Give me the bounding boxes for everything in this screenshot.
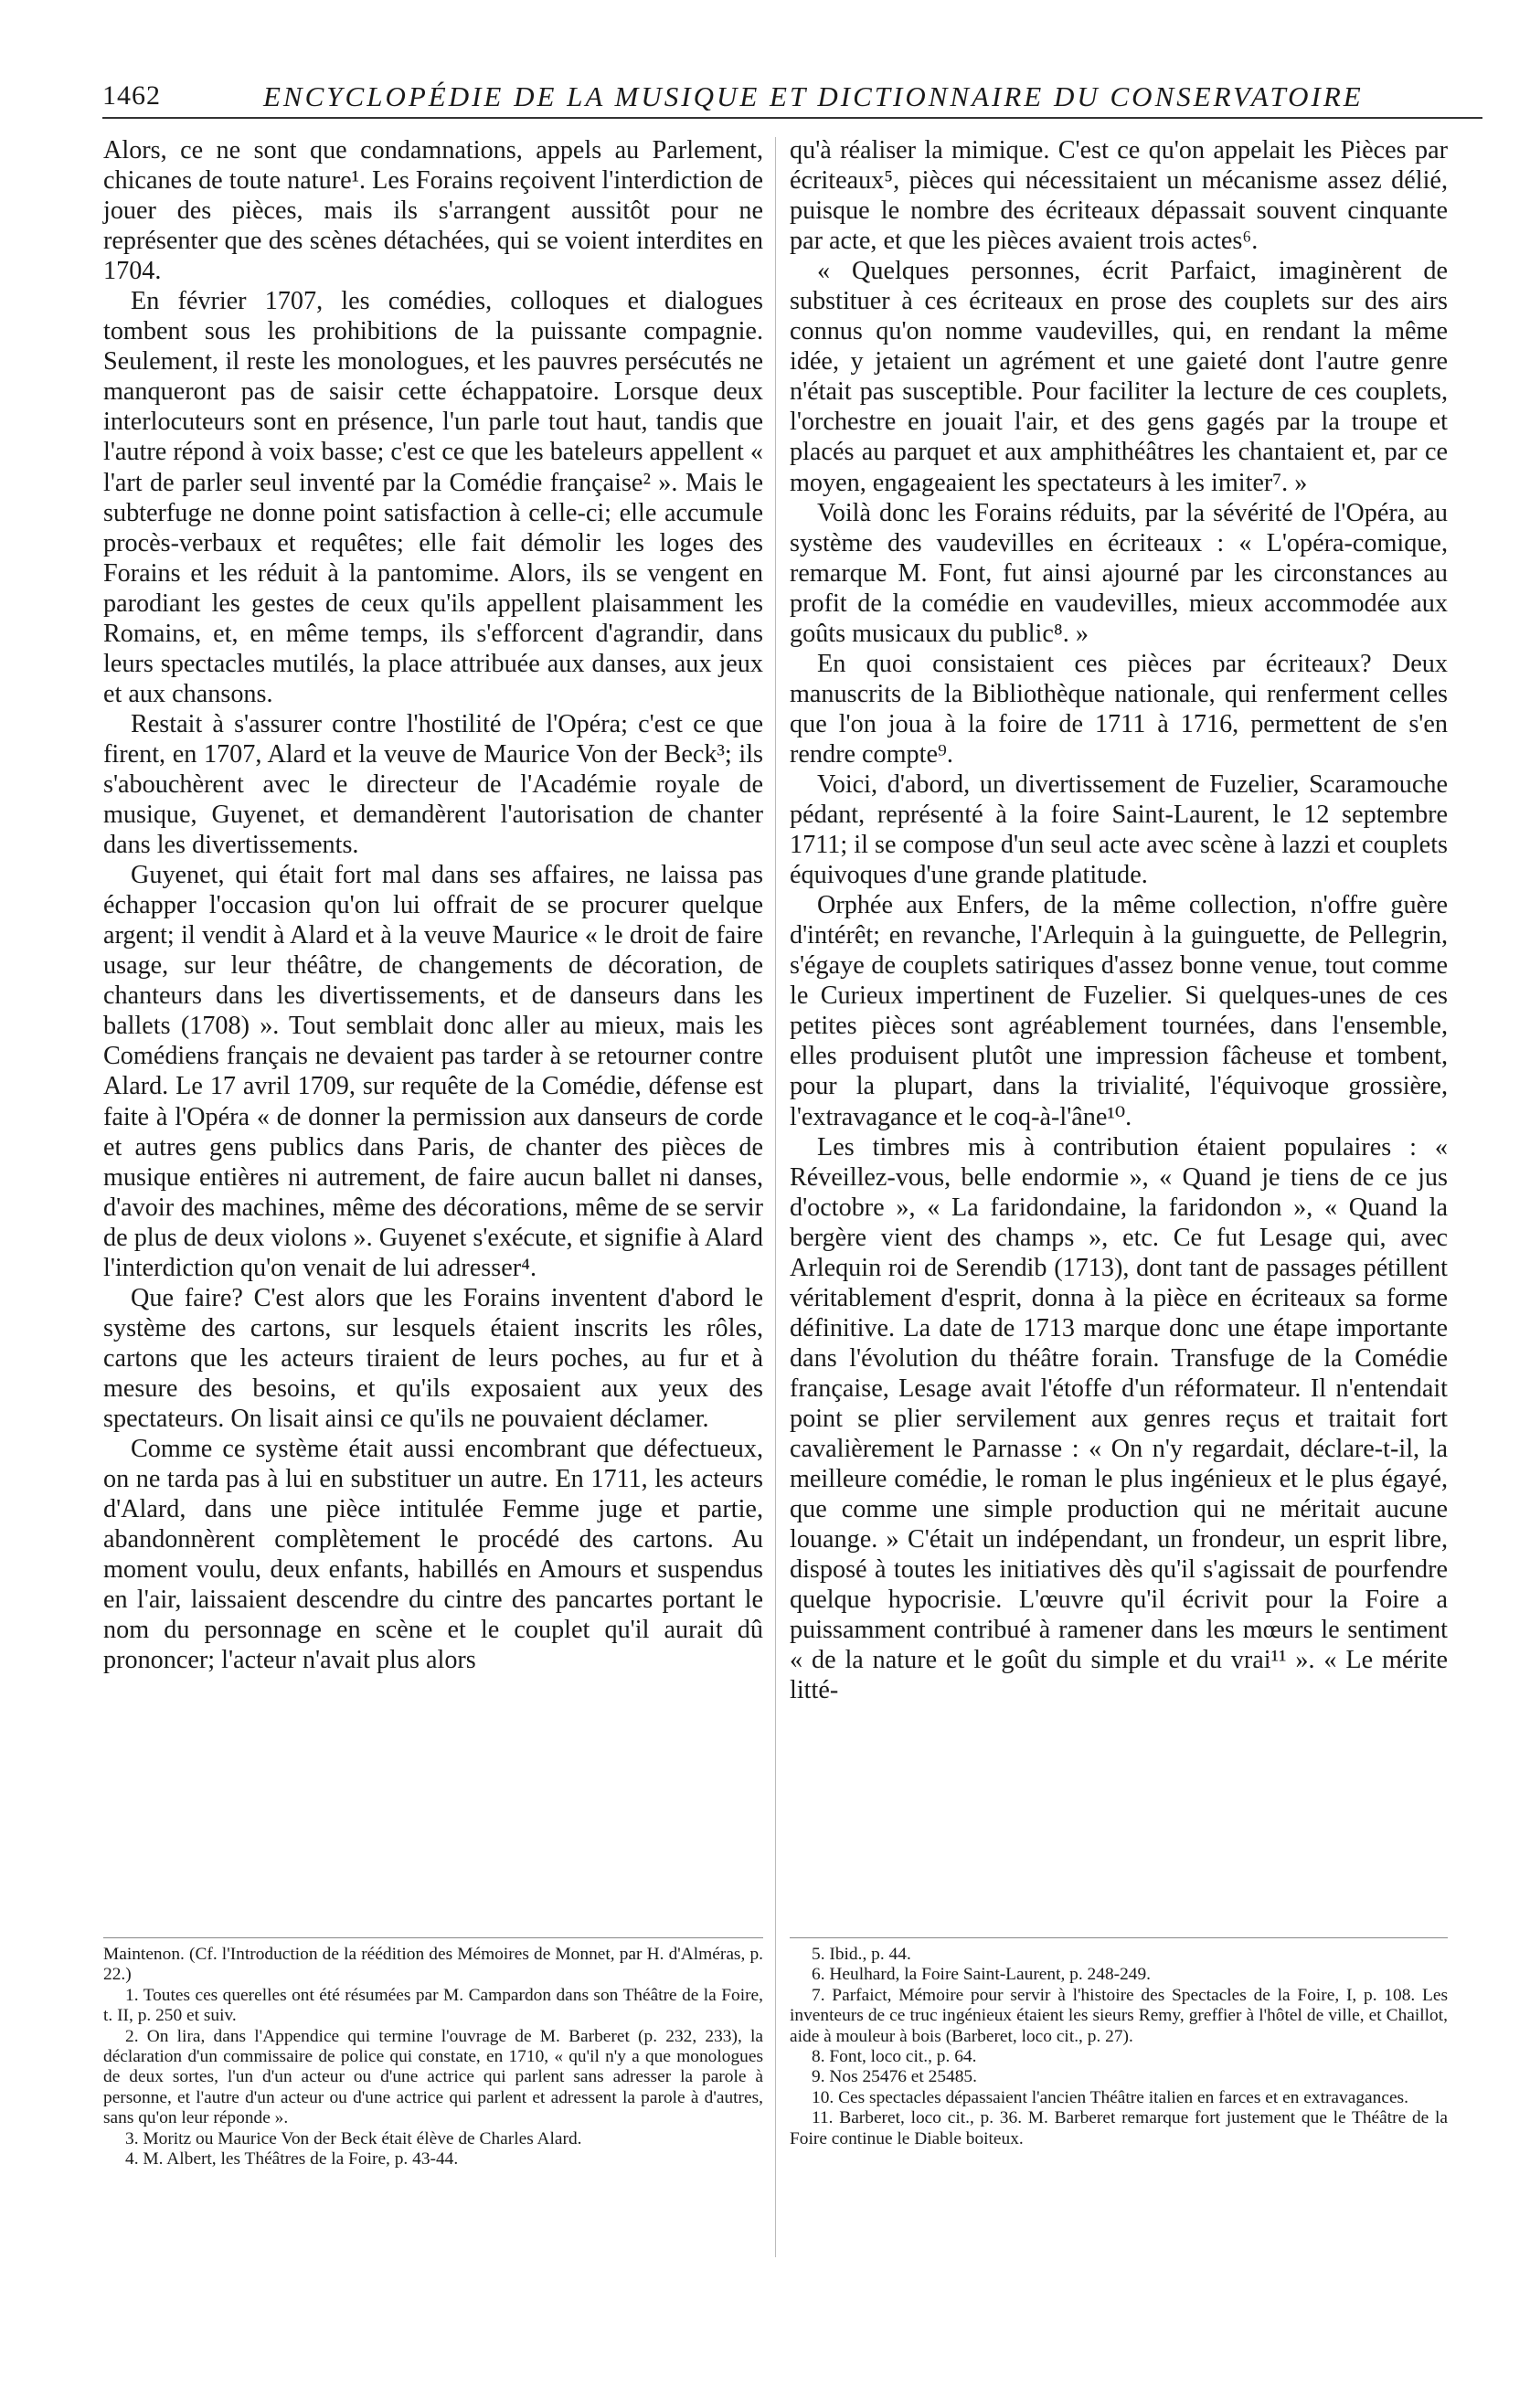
paragraph: Que faire? C'est alors que les Forains inventent d'abord le système des cartons, sur lesquels étaient inscrits les rôles, cartons que les acteurs tiraient de leurs poches, au fur et à mesure des besoins, et qu'ils exposaient aux yeux des spectateurs. On lisait ainsi ce qu'ils ne pouvaient déclamer. — [103, 1283, 763, 1433]
footnotes-left — [103, 1945, 763, 2169]
footnote: 6. Heulhard, la Foire Saint-Laurent, p. 248-249. — [812, 1965, 1152, 1985]
paragraph: Restait à s'assurer contre l'hostilité de l'Opéra; c'est ce que firent, en 1707, Alard et la veuve de Maurice Von der Beck³; ils s'abouchèrent avec le directeur de l'Académie royale de musique, Guyenet, et demandèrent l'autorisation de chanter dans les divertissements. — [103, 709, 763, 860]
footnote: Maintenon. (Cf. l'Introduction de la réédition des Mémoires de Monnet, par H. d'Alméras, p. 22.) — [103, 1945, 763, 1985]
footnote: 10. Ces spectacles dépassaient l'ancien Théâtre italien en farces et en extravagances. — [812, 2087, 1408, 2107]
footnote: 8. Font, loco cit., p. 64. — [812, 2047, 977, 2067]
paragraph: Orphée aux Enfers, de la même collection, n'offre guère d'intérêt; en revanche, l'Arlequin à la guinguette, de Pellegrin, s'égaye de couplets satiriques d'assez bonne venue, tout comme le Curieux impertinent de Fuzelier. Si quelques-unes de ces petites pièces sont agréablement tournées, dans l'ensemble, elles produisent plutôt une impression fâcheuse et tombent, pour la plupart, dans la trivialité, l'équivoque grossière, l'extravagance et le coq-à-l'âne¹⁰. — [790, 891, 1448, 1131]
footnote: 3. Moritz ou Maurice Von der Beck était élève de Charles Alard. — [125, 2128, 582, 2148]
paragraph: Les timbres mis à contribution étaient populaires : « Réveillez-vous, belle endormie », « Quand je tiens de ce jus d'octobre », « La faridondaine, la faridondon », « Quand la bergère vient des champs », etc. Ce fut Lesage qui, avec Arlequin roi de Serendib (1713), dont tant de passages pétillent véritablement d'esprit, donna à la pièce en écriteaux sa forme définitive. La date de 1713 marque donc une étape importante dans l'évolution du théâtre forain. Transfuge de la Comédie française, Lesage avait l'étoffe d'un réformateur. Il n'entendait point se plier servilement aux genres reçus et traitait fort cavalièrement le Parnasse : « On n'y regardait, déclare-t-il, la meilleure comédie, le roman le plus ingénieux et le plus égayé, que comme une simple production qui ne méritait aucune louange. » C'était un indépendant, un frondeur, un esprit libre, disposé à toutes les initiatives dès qu'il s'agissait de pourfendre quelque hypocrisie. L'œuvre qu'il écrivit pour la Foire a puissamment contribué à ramener dans les mœurs le sentiment « de la nature et le goût du simple et du vrai¹¹ ». « Le mérite litté- — [790, 1132, 1448, 1705]
column-divider — [775, 137, 776, 2257]
footnote: 2. On lira, dans l'Appendice qui termine l'ouvrage de M. Barberet (p. 232, 233), la déclaration d'un commissaire de police qui constate, en 1710, « qu'il n'y a que monologues de deux sortes, l'un d'un acteur ou d'une actrice qui parlent sans adresser la parole à personne, et l'autre d'un acteur ou d'une actrice qui parlent et adressent la parole à d'autres, sans qu'on leur réponde ». — [103, 2026, 763, 2128]
paragraph: « Quelques personnes, écrit Parfaict, imaginèrent de substituer à ces écriteaux en prose des couplets sur des airs connus qu'on nomme vaudevilles, qui, en rendant la même idée, y jetaient un agrément et une gaieté dont l'autre genre n'était pas susceptible. Pour faciliter la lecture de ces couplets, l'orchestre en jouait l'air, et des gens gagés par la troupe et placés au parquet et aux amphithéâtres les chantaient et, par ce moyen, engageaient les spectateurs à les imiter⁷. » — [790, 257, 1448, 497]
footnote: 11. Barberet, loco cit., p. 36. M. Barberet remarque fort justement que le Théâtre de la Foire continue le Diable boiteux. — [790, 2108, 1448, 2148]
footnote: 9. Nos 25476 et 25485. — [812, 2067, 977, 2087]
paragraph: Voici, d'abord, un divertissement de Fuzelier, Scaramouche pédant, représenté à la foire Saint-Laurent, le 12 septembre 1711; il se compose d'un seul acte avec scène à lazzi et couplets équivoques d'une grande platitude. — [790, 769, 1448, 890]
footnotes-right — [790, 1945, 1448, 2149]
footnote: 1. Toutes ces querelles ont été résumées par M. Campardon dans son Théâtre de la Foire, t. II, p. 250 et suiv. — [103, 1985, 763, 2026]
paragraph: En février 1707, les comédies, colloques et dialogues tombent sous les prohibitions de la puissante compagnie. Seulement, il reste les monologues, et les pauvres persécutés ne manqueront pas de saisir cette échappatoire. Lorsque deux interlocuteurs sont en présence, l'un parle tout haut, tandis que l'autre répond à voix basse; c'est ce que les bateleurs appellent « l'art de parler seul inventé par la Comédie française² ». Mais le subterfuge ne donne point satisfaction à celle-ci; elle accumule procès-verbaux et requêtes; elle fait démolir les loges des Forains et les réduit à la pantomime. Alors, ils se vengent en parodiant les gestes de ceux qu'ils appellent plaisamment les Romains, et, en même temps, ils s'efforcent d'agrandir, dans leurs spectacles mutilés, la place attribuée aux danses, aux jeux et aux chansons. — [103, 287, 763, 708]
footnote: 5. Ibid., p. 44. — [812, 1945, 911, 1964]
paragraph: Voilà donc les Forains réduits, par la sévérité de l'Opéra, au système des vaudevilles en écriteaux : « L'opéra-comique, remarque M. Font, fut ainsi ajourné par les circonstances au profit de la comédie en vaudevilles, mieux accommodée aux goûts musicaux du public⁸. » — [790, 498, 1448, 648]
footnote: 7. Parfaict, Mémoire pour servir à l'histoire des Spectacles de la Foire, I, p. 108. Les inventeurs de ce truc ingénieux étaient les sieurs Remy, greffier à l'hôtel de ville, et Chaillot, aide à mouleur à bois (Barberet, loco cit., p. 27). — [790, 1985, 1448, 2046]
paragraph: Alors, ce ne sont que condamnations, appels au Parlement, chicanes de toute nature¹. Les Forains reçoivent l'interdiction de jouer des pièces, mais ils s'arrangent aussitôt pour ne représenter que des scènes détachées, qui se voient interdites en 1704. — [103, 136, 763, 286]
paragraph: Guyenet, qui était fort mal dans ses affaires, ne laissa pas échapper l'occasion qu'on lui offrait de se procurer quelque argent; il vendit à Alard et à la veuve Maurice « le droit de faire usage, sur leur théâtre, de changements de décoration, de chanteurs dans les divertissements, et de danseurs dans les ballets (1708) ». Tout semblait donc aller au mieux, mais les Comédiens français ne devaient pas tarder à se retourner contre Alard. Le 17 avril 1709, sur requête de la Comédie, défense est faite à l'Opéra « de donner la permission aux danseurs de corde et autres gens publics dans Paris, de chanter des pièces de musique entières ni autrement, de faire aucun ballet ni danses, d'avoir des machines, même des décorations, même de se servir de plus de deux violons ». Guyenet s'exécute, et signifie à Alard l'interdiction qu'on venait de lui adresser⁴. — [103, 861, 763, 1282]
footnote-rule — [103, 1937, 763, 1938]
right-column — [790, 135, 1448, 1705]
page-header — [102, 80, 1482, 119]
page-number: 1462 — [102, 80, 161, 111]
paragraph: qu'à réaliser la mimique. C'est ce qu'on appelait les Pièces par écriteaux⁵, pièces qui nécessitaient un mécanisme assez délié, puisque le nombre des écriteaux dépassait souvent cinquante par acte, et que les pièces avaient trois actes⁶. — [790, 136, 1448, 256]
paragraph: Comme ce système était aussi encombrant que défectueux, on ne tarda pas à lui en substituer un autre. En 1711, les acteurs d'Alard, dans une pièce intitulée Femme juge et partie, abandonnèrent complètement le procédé des cartons. Au moment voulu, deux enfants, habillés en Amours et suspendus en l'air, laissaient descendre du cintre des pancartes portant le nom du personnage en scène et le couplet qu'il aurait dû prononcer; l'acteur n'avait plus alors — [103, 1435, 763, 1675]
paragraph: En quoi consistaient ces pièces par écriteaux? Deux manuscrits de la Bibliothèque nationale, qui renferment celles que l'on joua à la foire de 1711 à 1716, permettent de s'en rendre compte⁹. — [790, 649, 1448, 769]
left-column — [103, 135, 763, 1675]
footnote: 4. M. Albert, les Théâtres de la Foire, p. 43-44. — [125, 2149, 459, 2169]
running-title: ENCYCLOPÉDIE DE LA MUSIQUE ET DICTIONNAIRE DU CONSERVATOIRE — [263, 80, 1364, 112]
footnote-rule — [790, 1937, 1448, 1938]
